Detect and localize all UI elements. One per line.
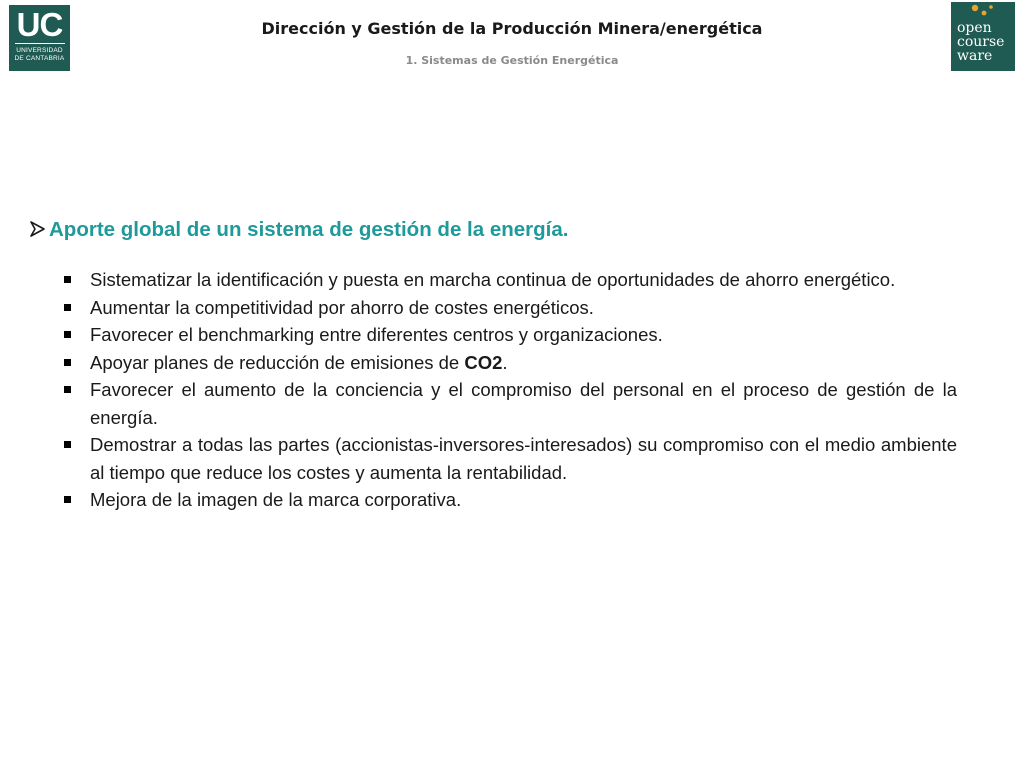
list-item-text: Aumentar la competitividad por ahorro de costes energéticos. <box>90 296 594 318</box>
list-item <box>27 376 957 431</box>
co2-emphasis: CO2 <box>464 351 503 373</box>
square-bullet-icon <box>64 276 71 283</box>
list-item-text: Favorecer el benchmarking entre diferentes centros y organizaciones. <box>90 324 663 345</box>
list-item-text: Sistematizar la identificación y puesta en marcha continua de oportunidades de ahorro energético. <box>90 269 896 290</box>
ocw-logo-line-1: open <box>957 20 992 36</box>
list-item-text: Favorecer el aumento de la conciencia y el compromiso del personal en el proceso de gestión de la energía. <box>90 379 957 428</box>
list-item <box>27 486 957 514</box>
ocw-logo-line-3: ware <box>957 48 993 64</box>
opencourseware-logo <box>951 2 1015 71</box>
list-item <box>27 431 957 486</box>
square-bullet-icon <box>64 331 71 338</box>
uc-logo-line-1: UNIVERSIDAD <box>16 47 63 54</box>
list-item-text: Demostrar a todas las partes (accionistas-inversores-interesados) su compromiso con el medio ambiente al tiempo que reduce los costes y aumenta la rentabilidad. <box>90 434 957 483</box>
list-item <box>27 349 957 377</box>
list-item-text: Apoyar planes de reducción de emisiones de <box>90 351 465 373</box>
square-bullet-icon <box>64 441 71 448</box>
uc-logo-mark: UC <box>16 6 63 43</box>
uc-logo-divider <box>15 43 65 44</box>
list-item-text: Mejora de la imagen de la marca corporativa. <box>90 489 462 510</box>
square-bullet-icon <box>64 304 71 311</box>
square-bullet-icon <box>64 496 71 503</box>
content-section <box>27 216 957 514</box>
heading-text: Aporte global de un sistema de gestión de la energía. <box>49 218 569 241</box>
square-bullet-icon <box>64 359 71 366</box>
section-heading <box>27 216 957 244</box>
list-item <box>27 266 957 294</box>
square-bullet-icon <box>64 386 71 393</box>
arrow-bullet-icon <box>27 220 49 238</box>
course-title: Dirección y Gestión de la Producción Minera/energética <box>261 19 763 38</box>
uc-logo-line-2: DE CANTABRIA <box>14 55 65 62</box>
bullet-list <box>27 266 957 514</box>
ocw-logo-line-2: course <box>957 34 1005 50</box>
list-item-text-end: . <box>502 351 508 373</box>
list-item <box>27 294 957 322</box>
list-item <box>27 321 957 349</box>
section-subtitle: 1. Sistemas de Gestión Energética <box>405 54 619 67</box>
